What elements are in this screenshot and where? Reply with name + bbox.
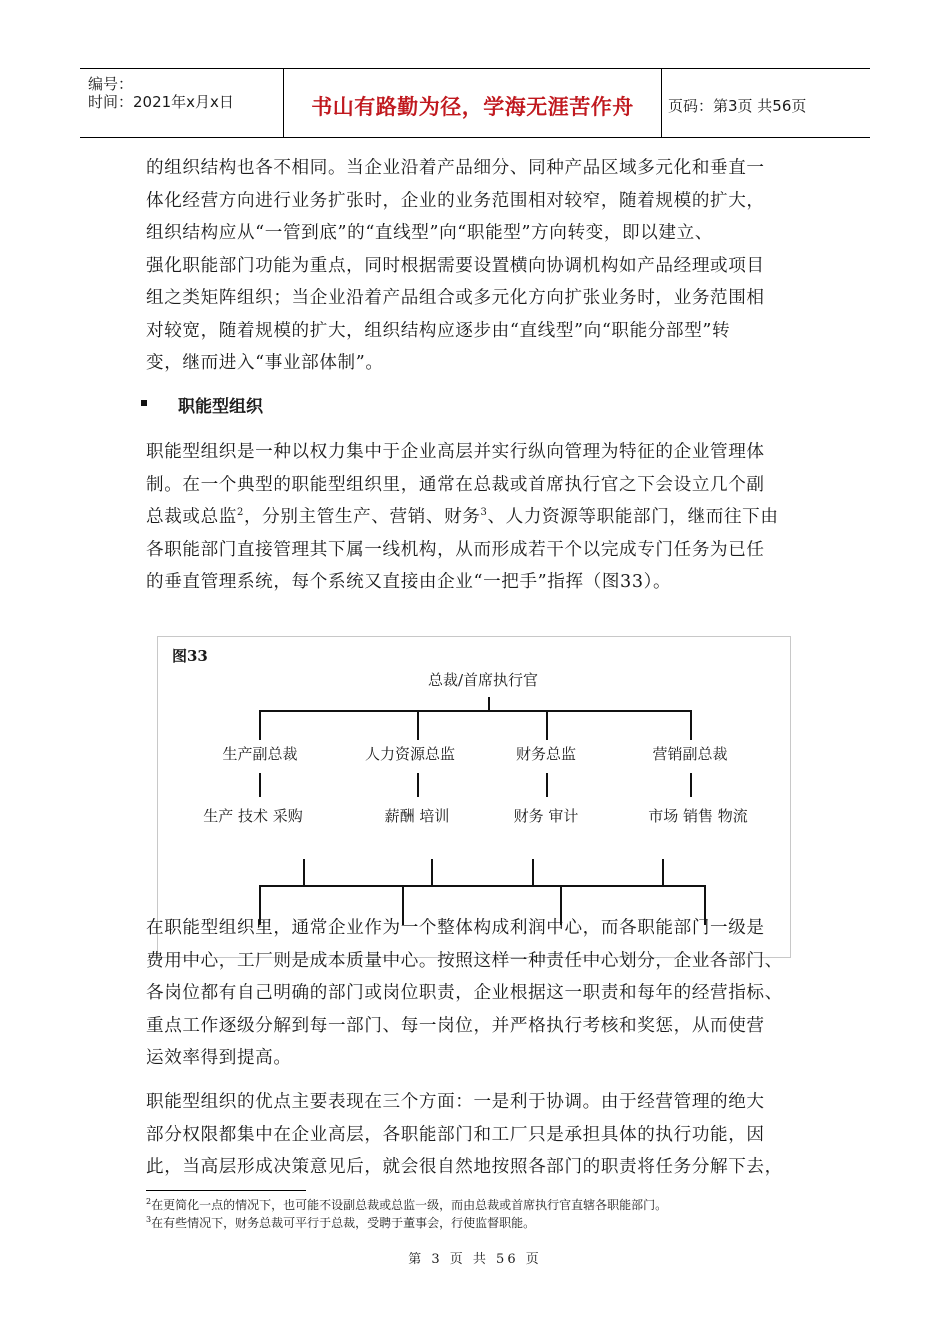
footnote-ref-3[interactable]: 3 — [480, 507, 488, 519]
paragraph-line — [146, 501, 806, 534]
connector-line — [690, 773, 692, 797]
connector-line — [662, 859, 664, 885]
connector-line — [546, 773, 548, 797]
document-date: 时间：2021年x月x日 — [88, 93, 234, 111]
paragraph-line: 各岗位都有自己明确的部门或岗位职责，企业根据这一职责和每年的经营指标、 — [146, 983, 783, 1003]
footnote-separator — [146, 1190, 306, 1191]
paragraph-line: 在职能型组织里，通常企业作为一个整体构成利润中心，而各职能部门一级是 — [146, 918, 765, 938]
paragraph-4 — [146, 1086, 806, 1184]
paragraph-line: 此，当高层形成决策意见后，就会很自然地按照各部门的职责将任务分解下去， — [146, 1157, 783, 1177]
document-number-label: 编号： — [88, 75, 134, 93]
paragraph-1 — [146, 152, 806, 380]
text-segment: ，分别主管生产、营销、财务 — [243, 507, 481, 527]
paragraph-2 — [146, 436, 806, 599]
paragraph-line: 组织结构应从“一管到底”的“直线型”向“职能型”方向转变，即以建立、 — [146, 223, 713, 243]
org-node-production-vp: 生产副总裁 — [222, 745, 298, 763]
paragraph-line: 各职能部门直接管理其下属一线机构，从而形成若干个以完成专门任务为已任 — [146, 539, 765, 560]
connector-line — [259, 773, 261, 797]
header-motto: 书山有路勤为径，学海无涯苦作舟 — [311, 95, 634, 119]
footnote-text: 在更简化一点的情况下，也可能不设副总裁或总监一级，而由总裁或首席执行官直辖各职能部门。 — [151, 1198, 668, 1212]
connector-line — [417, 773, 419, 797]
footnote-2 — [146, 1196, 667, 1213]
paragraph-3 — [146, 912, 806, 1075]
connector-line — [488, 697, 490, 711]
org-chart-figure — [157, 636, 791, 958]
section-heading — [146, 392, 263, 417]
connector-line — [417, 710, 419, 740]
paragraph-line: 组之类矩阵组织；当企业沿着产品组合或多元化方向扩张业务时，业务范围相 — [146, 288, 765, 308]
paragraph-line: 的垂直管理系统，每个系统又直接由企业“一把手”指挥（图33）。 — [146, 572, 672, 592]
footnote-mark: 2 — [146, 1197, 152, 1206]
paragraph-line: 对较宽，随着规模的扩大，组织结构应逐步由“直线型”向“职能分部型”转 — [146, 320, 731, 341]
paragraph-line: 制。在一个典型的职能型组织里，通常在总裁或首席执行官之下会设立几个副 — [146, 474, 765, 495]
header-left-cell — [80, 69, 284, 137]
org-node-ceo: 总裁/首席执行官 — [427, 671, 539, 689]
org-node-marketing-vp: 营销副总裁 — [652, 745, 728, 763]
paragraph-line: 体化经营方向进行业务扩张时，企业的业务范围相对较窄，随着规模的扩大， — [146, 190, 765, 211]
connector-line — [546, 710, 548, 740]
text-segment: 总裁或总监 — [146, 507, 237, 527]
paragraph-line: 变，继而进入“事业部体制”。 — [146, 353, 384, 373]
text-segment: 、人力资源等职能部门，继而往下由 — [487, 507, 779, 527]
header-middle-cell — [284, 69, 662, 137]
paragraph-line: 强化职能部门功能为重点，同时根据需要设置横向协调机构如产品经理或项目 — [146, 255, 765, 276]
footnote-mark: 3 — [146, 1215, 152, 1224]
paragraph-line: 的组织结构也各不相同。当企业沿着产品细分、同种产品区域多元化和垂直一 — [146, 158, 765, 178]
figure-label: 图33 — [172, 647, 208, 665]
header-page-info: 页码：第3页 共56页 — [668, 97, 807, 115]
paragraph-line: 职能型组织是一种以权力集中于企业高层并实行纵向管理为特征的企业管理体 — [146, 442, 765, 462]
paragraph-line: 重点工作逐级分解到每一部门、每一岗位，并严格执行考核和奖惩，从而使营 — [146, 1015, 765, 1036]
paragraph-line: 部分权限都集中在企业高层，各职能部门和工厂只是承担具体的执行功能，因 — [146, 1124, 765, 1145]
footnote-3 — [146, 1214, 535, 1231]
connector-line — [259, 710, 261, 740]
header-right-cell — [662, 69, 870, 137]
paragraph-line: 费用中心，工厂则是成本质量中心。按照这样一种责任中心划分，企业各部门、 — [146, 950, 783, 971]
org-node-hr-units: 薪酬 培训 — [384, 807, 450, 825]
org-node-finance-director: 财务总监 — [515, 745, 577, 763]
section-heading-text: 职能型组织 — [178, 397, 263, 417]
connector-line — [303, 859, 305, 885]
paragraph-line: 职能型组织的优点主要表现在三个方面：一是利于协调。由于经营管理的绝大 — [146, 1092, 765, 1112]
org-node-production-units: 生产 技术 采购 — [203, 807, 303, 825]
org-node-marketing-units: 市场 销售 物流 — [648, 807, 748, 825]
paragraph-line: 运效率得到提高。 — [146, 1048, 292, 1068]
connector-line — [431, 859, 433, 885]
org-node-hr-director: 人力资源总监 — [364, 745, 456, 763]
page-footer: 第 3 页 共 56 页 — [408, 1252, 542, 1267]
connector-line — [532, 859, 534, 885]
page-header — [80, 68, 870, 138]
connector-line — [259, 885, 706, 887]
footnote-text: 在有些情况下，财务总裁可平行于总裁，受聘于董事会，行使监督职能。 — [151, 1216, 536, 1230]
connector-line — [690, 710, 692, 740]
org-node-finance-units: 财务 审计 — [513, 807, 579, 825]
footnote-ref-2[interactable]: 2 — [236, 507, 244, 519]
connector-line — [259, 710, 691, 712]
square-bullet-icon — [141, 400, 147, 406]
